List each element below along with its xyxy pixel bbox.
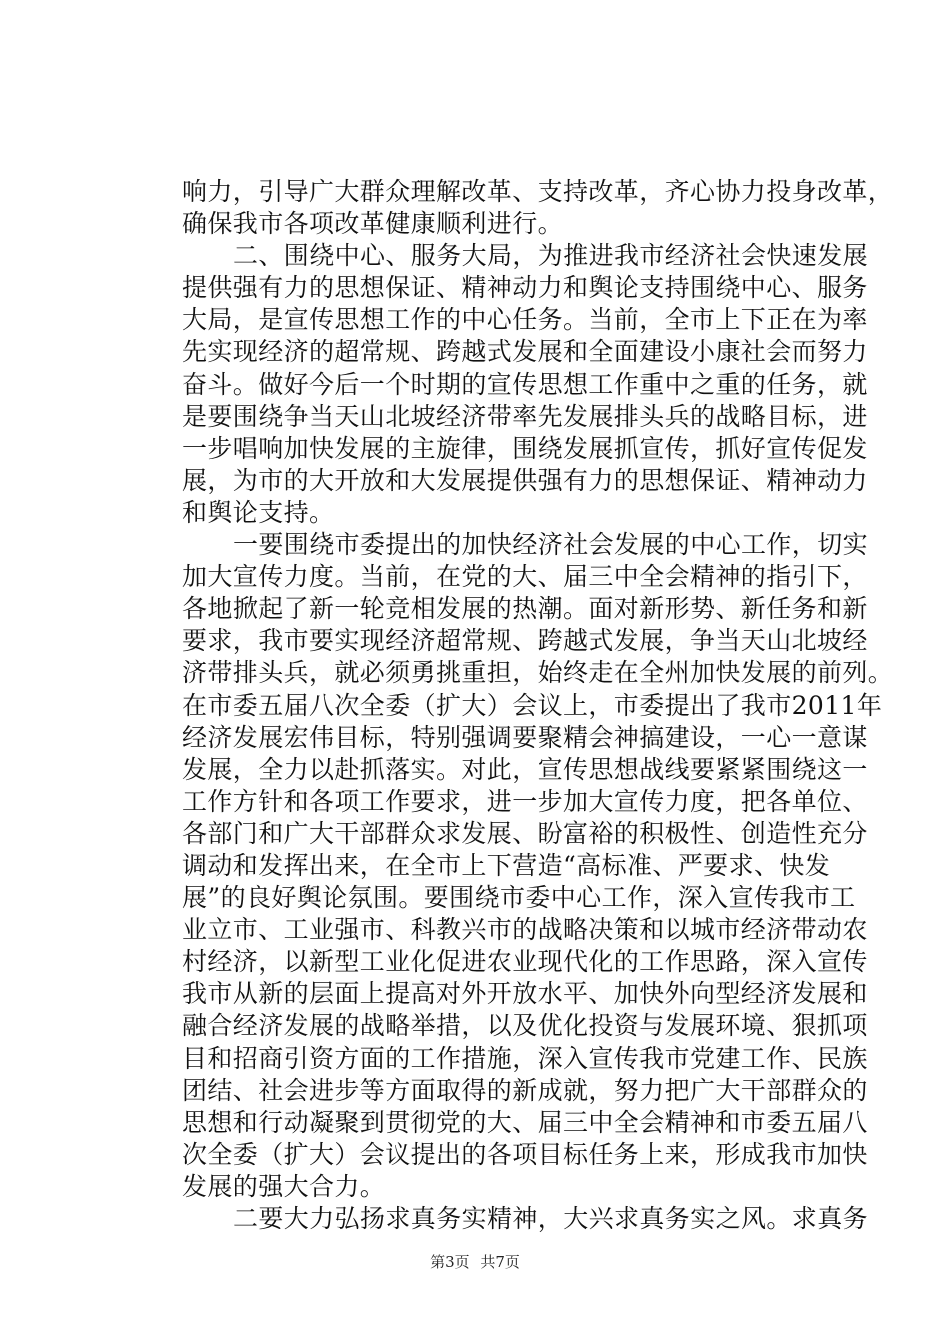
text-line: 二、围绕中心、服务大局，为推进我市经济社会快速发展 xyxy=(233,241,869,271)
text-line: 是要围绕争当天山北坡经济带率先发展排头兵的战略目标，进 xyxy=(182,401,868,431)
text-line: 二要大力弘扬求真务实精神，大兴求真务实之风。求真务 xyxy=(233,1204,869,1233)
text-line: 思想和行动凝聚到贯彻党的大、届三中全会精神和市委五届八 xyxy=(182,1107,868,1137)
text-line: 业立市、工业强市、科教兴市的战略决策和以城市经济带动农 xyxy=(182,915,868,945)
page-footer xyxy=(0,1252,950,1272)
text-line: 调动和发挥出来，在全市上下营造“高标准、严要求、快发 xyxy=(182,850,831,880)
text-line: 发展的强大合力。 xyxy=(182,1171,386,1201)
text-line: 融合经济发展的战略举措，以及优化投资与发展环境、狠抓项 xyxy=(182,1011,868,1041)
text-line: 各地掀起了新一轮竞相发展的热潮。面对新形势、新任务和新 xyxy=(182,594,868,624)
text-line: 在市委五届八次全委（扩大）会议上，市委提出了我市2011年 xyxy=(182,690,883,720)
text-line: 目和招商引资方面的工作措施，深入宣传我市党建工作、民族 xyxy=(182,1043,868,1073)
text-line: 加大宣传力度。当前，在党的大、届三中全会精神的指引下， xyxy=(182,562,868,592)
text-line: 村经济，以新型工业化促进农业现代化的工作思路，深入宣传 xyxy=(182,947,868,977)
text-line: 展，为市的大开放和大发展提供强有力的思想保证、精神动力 xyxy=(182,465,868,495)
text-line: 和舆论支持。 xyxy=(182,497,335,527)
text-line: 各部门和广大干部群众求发展、盼富裕的积极性、创造性充分 xyxy=(182,818,868,848)
text-line: 工作方针和各项工作要求，进一步加大宣传力度，把各单位、 xyxy=(182,786,868,816)
text-line: 发展，全力以赴抓落实。对此，宣传思想战线要紧紧围绕这一 xyxy=(182,754,868,784)
text-line: 经济发展宏伟目标，特别强调要聚精会神搞建设，一心一意谋 xyxy=(182,722,868,752)
text-line: 一步唱响加快发展的主旋律，围绕发展抓宣传，抓好宣传促发 xyxy=(182,433,868,463)
text-line: 团结、社会进步等方面取得的新成就，努力把广大干部群众的 xyxy=(182,1075,868,1105)
text-line: 次全委（扩大）会议提出的各项目标任务上来，形成我市加快 xyxy=(182,1139,868,1169)
text-line: 要求，我市要实现经济超常规、跨越式发展，争当天山北坡经 xyxy=(182,626,868,656)
text-line: 大局，是宣传思想工作的中心任务。当前，全市上下正在为率 xyxy=(182,305,868,335)
page-number: 第3页 xyxy=(430,1253,470,1271)
text-line: 提供强有力的思想保证、精神动力和舆论支持围绕中心、服务 xyxy=(182,273,868,303)
text-line: 展”的良好舆论氛围。要围绕市委中心工作，深入宣传我市工 xyxy=(182,883,856,913)
body-text xyxy=(182,176,894,1235)
text-line: 奋斗。做好今后一个时期的宣传思想工作重中之重的任务，就 xyxy=(182,369,868,399)
text-line: 我市从新的层面上提高对外开放水平、加快外向型经济发展和 xyxy=(182,979,868,1009)
text-line: 一要围绕市委提出的加快经济社会发展的中心工作，切实 xyxy=(233,530,869,560)
text-line: 济带排头兵，就必须勇挑重担，始终走在全州加快发展的前列。 xyxy=(182,658,894,688)
text-line: 确保我市各项改革健康顺利进行。 xyxy=(182,209,564,239)
text-line: 先实现经济的超常规、跨越式发展和全面建设小康社会而努力 xyxy=(182,337,868,367)
text-line: 响力，引导广大群众理解改革、支持改革，齐心协力投身改革， xyxy=(182,177,894,206)
page-total: 共7页 xyxy=(480,1253,520,1271)
